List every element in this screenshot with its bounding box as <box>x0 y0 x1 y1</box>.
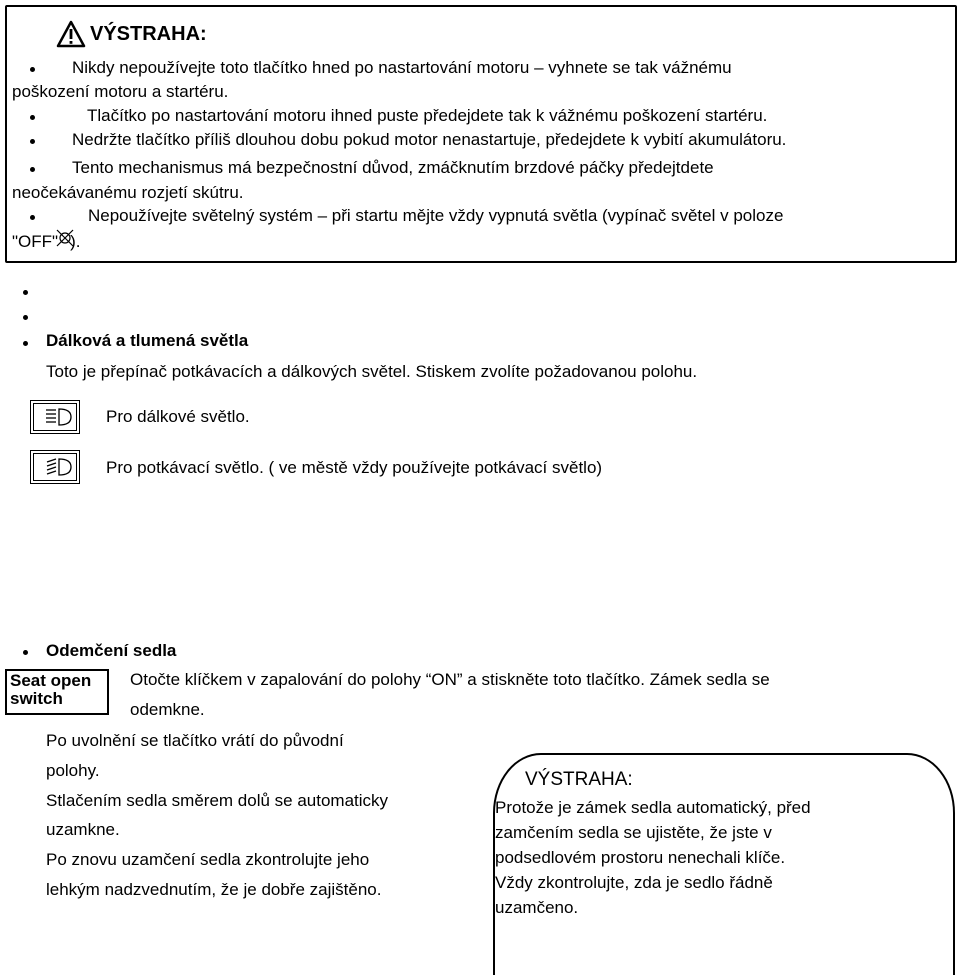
warning-item-5-line1: Nepoužívejte světelný systém – při startu mějte vždy vypnutá světla (vypínač světel v poloze <box>88 206 784 225</box>
bullet <box>30 139 35 144</box>
low-beam-label: Pro potkávací světlo. ( ve městě vždy používejte potkávací světlo) <box>106 458 603 477</box>
seat-switch-label-line1: Seat open <box>10 671 92 690</box>
warning-item-4-line1: Tento mechanismus má bezpečnostní důvod, zmáčknutím brzdové páčky předejtdete <box>72 158 714 177</box>
warning-title: VÝSTRAHA: <box>90 22 207 45</box>
seat-warning-title: VÝSTRAHA: <box>525 769 633 790</box>
seat-warning-line: zamčením sedla se ujistěte, že jste v <box>495 823 772 842</box>
low-beam-icon <box>32 452 78 482</box>
warning-item-3: Nedržte tlačítko příliš dlouhou dobu pokud motor nenastartuje, předejdete k vybití akumulátoru. <box>72 130 787 149</box>
seat-heading: Odemčení sedla <box>46 641 177 660</box>
seat-warning-line: Protože je zámek sedla automatický, před <box>495 798 811 817</box>
seat-text-line: polohy. <box>46 761 100 780</box>
bullet <box>23 650 28 655</box>
bullet <box>23 341 28 346</box>
lights-off-icon <box>54 228 76 248</box>
bullet <box>30 67 35 72</box>
seat-text-line: Po znovu uzamčení sedla zkontrolujte jeho <box>46 850 370 869</box>
warning-item-1-line1: Nikdy nepoužívejte toto tlačítko hned po nastartování motoru – vyhnete se tak vážnému <box>72 58 732 77</box>
bullet <box>23 290 28 295</box>
seat-text-line: uzamkne. <box>46 820 120 839</box>
off-suffix: ). <box>70 232 81 251</box>
seat-warning-line: uzamčeno. <box>495 898 579 917</box>
low-beam-icon-box <box>30 450 80 484</box>
seat-warning-line: Vždy zkontrolujte, zda je sedlo řádně <box>495 873 773 892</box>
off-label: "OFF" <box>12 232 59 251</box>
seat-text-line: lehkým nadzvednutím, že je dobře zajištěno. <box>46 880 382 899</box>
bullet <box>30 167 35 172</box>
warning-item-2: Tlačítko po nastartování motoru ihned puste předejdete tak k vážnému poškození startéru. <box>87 106 768 125</box>
seat-text-line: Stlačením sedla směrem dolů se automaticky <box>46 791 389 810</box>
warning-triangle-icon <box>56 20 86 48</box>
bullet <box>30 215 35 220</box>
high-beam-icon <box>32 402 78 432</box>
seat-warning-line: podsedlovém prostoru nenechali klíče. <box>495 848 786 867</box>
seat-instruction-line2: odemkne. <box>130 700 205 719</box>
lights-heading: Dálková a tlumená světla <box>46 331 249 350</box>
warning-item-4-line2: neočekávanému rozjetí skútru. <box>12 183 244 202</box>
seat-text-line: Po uvolnění se tlačítko vrátí do původní <box>46 731 344 750</box>
bullet <box>30 115 35 120</box>
lights-description: Toto je přepínač potkávacích a dálkových světel. Stiskem zvolíte požadovanou polohu. <box>46 362 698 381</box>
high-beam-icon-box <box>30 400 80 434</box>
warning-item-5-line2 <box>12 230 80 254</box>
warning-heading <box>56 20 207 48</box>
bullet <box>23 315 28 320</box>
warning-item-1-line2: poškození motoru a startéru. <box>12 82 229 101</box>
seat-switch-label-line2: switch <box>10 689 63 708</box>
high-beam-label: Pro dálkové světlo. <box>106 407 250 426</box>
seat-open-switch <box>5 669 109 715</box>
seat-instruction-line1: Otočte klíčkem v zapalování do polohy “ON” a stiskněte toto tlačítko. Zámek sedla se <box>130 670 770 689</box>
